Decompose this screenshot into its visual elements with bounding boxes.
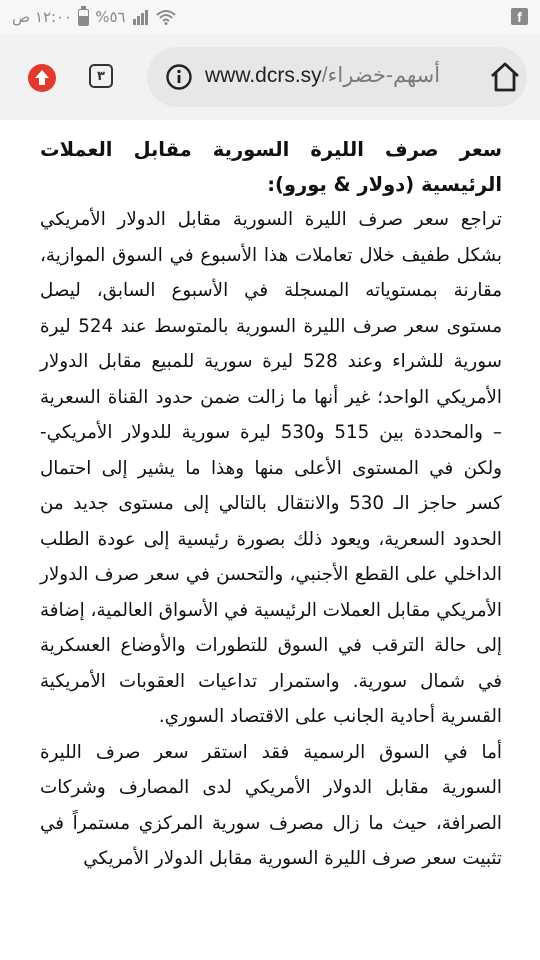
url-text[interactable] bbox=[205, 63, 440, 88]
facebook-icon[interactable]: f bbox=[511, 8, 528, 25]
tabs-icon[interactable] bbox=[89, 64, 113, 88]
article-paragraph-2: أما في السوق الرسمية فقد استقر سعر صرف الليرة السورية مقابل الدولار الأمريكي لدى المصارف وشركات الصرافة، حيث ما زال مصرف سورية المركزي مستمراً في تثبيت سعر صرف الليرة السورية مقابل الدولار الأمريكي bbox=[40, 741, 502, 869]
signal-icon bbox=[132, 9, 150, 25]
battery-fill bbox=[79, 16, 88, 24]
wifi-icon bbox=[156, 9, 176, 25]
url-path: /أسهم-خضراء bbox=[321, 64, 441, 87]
home-icon[interactable] bbox=[488, 60, 522, 94]
upgrade-icon[interactable] bbox=[28, 64, 56, 92]
article-content bbox=[0, 120, 540, 960]
article-heading: سعر صرف الليرة السورية مقابل العملات الرئيسية (دولار & يورو): bbox=[40, 138, 502, 196]
status-bar bbox=[0, 0, 540, 34]
url-domain: www.dcrs.sy bbox=[205, 64, 322, 87]
browser-toolbar bbox=[0, 34, 540, 120]
battery-percent: %٥٦ bbox=[95, 8, 126, 26]
info-icon[interactable] bbox=[165, 63, 193, 91]
address-bar[interactable] bbox=[147, 47, 527, 107]
article-body bbox=[40, 132, 502, 877]
clock: ١٢:٠٠ ص bbox=[12, 8, 73, 26]
status-indicators bbox=[12, 7, 176, 27]
battery-icon bbox=[78, 9, 89, 26]
tabs-count: ٣ bbox=[97, 68, 105, 84]
article-paragraph-1: تراجع سعر صرف الليرة السورية مقابل الدولار الأمريكي بشكل طفيف خلال تعاملات هذا الأسبوع في السوق الموازية، مقارنة بمستوياته المسجلة في الأسبوع السابق، ليصل مستوى سعر صرف الليرة السورية بالمتوسط عند 524 ليرة سورية للشراء وعند 528 ليرة سورية للمبيع مقابل الدولار الأمريكي الواحد؛ غير أنها ما زالت ضمن حدود القناة السعرية – والمحددة بين 515 و530 ليرة سورية للدولار الأمريكي- ولكن في المستوى الأعلى منها وهذا ما يشير إلى احتمال كسر حاجز الـ 530 والانتقال بالتالي إلى مستوى جديد من الحدود السعرية، ويعود ذلك بصورة رئيسية إلى عودة الطلب الداخلي على القطع الأجنبي، والتحسن في سعر صرف الدولار الأمريكي مقابل العملات الرئيسية في الأسواق العالمية، إضافة إلى حالة الترقب في السوق للتطورات والأوضاع العسكرية في شمال سورية. واستمرار تداعيات العقوبات الأمريكية القسرية أحادية الجانب على الاقتصاد السوري. bbox=[40, 209, 503, 727]
